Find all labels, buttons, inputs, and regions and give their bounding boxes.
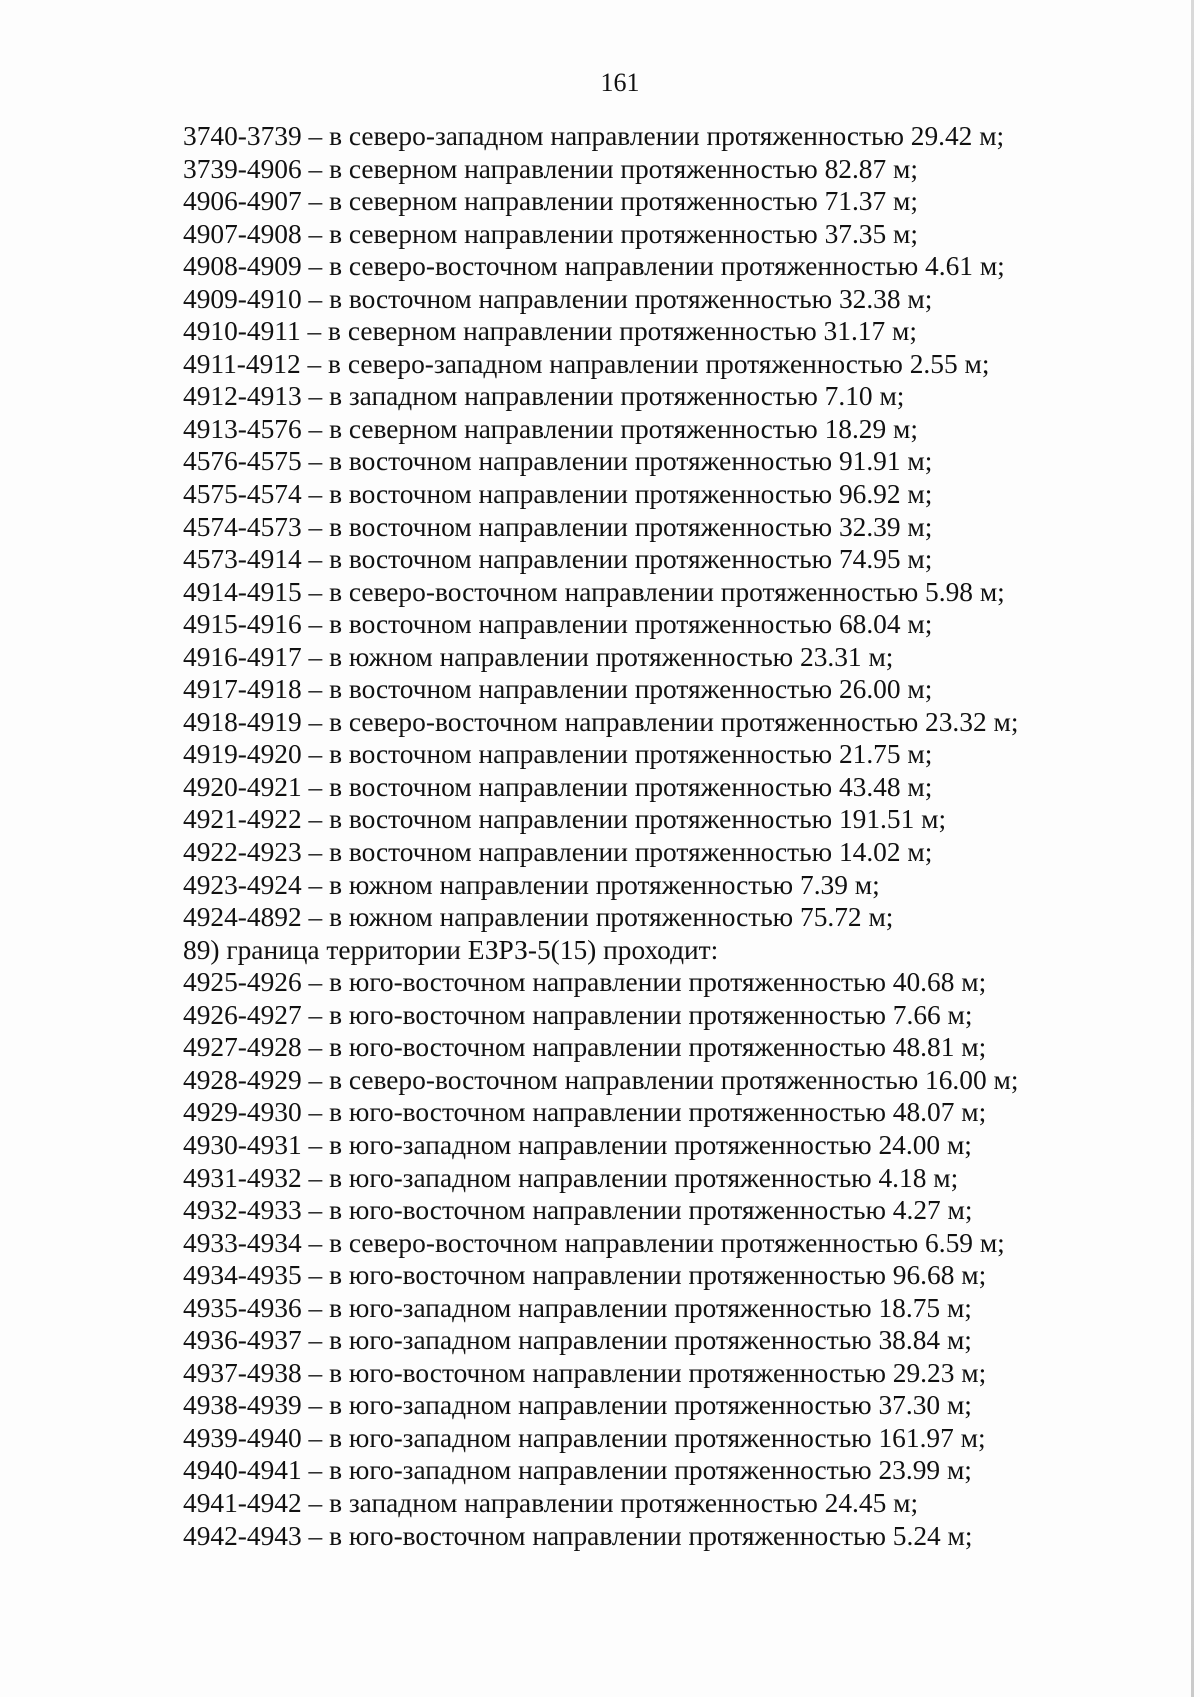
boundary-segment-line: 4932-4933 – в юго-восточном направлении протяженностью 4.27 м; xyxy=(183,1195,973,1226)
boundary-segment-line: 4922-4923 – в восточном направлении протяженностью 14.02 м; xyxy=(183,837,933,868)
boundary-segment-line: 4923-4924 – в южном направлении протяженностью 7.39 м; xyxy=(183,869,880,900)
boundary-segment-line: 4938-4939 – в юго-западном направлении протяженностью 37.30 м; xyxy=(183,1390,972,1421)
boundary-segment-line: 4907-4908 – в северном направлении протяженностью 37.35 м; xyxy=(183,218,918,249)
boundary-segment-line: 4908-4909 – в северо-восточном направлении протяженностью 4.61 м; xyxy=(183,251,1005,282)
boundary-segment-line: 4920-4921 – в восточном направлении протяженностью 43.48 м; xyxy=(183,771,933,802)
boundary-segment-line: 4573-4914 – в восточном направлении протяженностью 74.95 м; xyxy=(183,544,933,575)
boundary-segment-line: 4924-4892 – в южном направлении протяженностью 75.72 м; xyxy=(183,902,894,933)
boundary-segment-line: 4912-4913 – в западном направлении протяженностью 7.10 м; xyxy=(183,381,905,412)
boundary-segment-line: 4918-4919 – в северо-восточном направлении протяженностью 23.32 м; xyxy=(183,706,1019,737)
boundary-segment-line: 4911-4912 – в северо-западном направлении протяженностью 2.55 м; xyxy=(183,348,990,379)
boundary-segment-line: 4934-4935 – в юго-восточном направлении протяженностью 96.68 м; xyxy=(183,1260,987,1291)
boundary-segment-line: 4936-4937 – в юго-западном направлении протяженностью 38.84 м; xyxy=(183,1325,972,1356)
boundary-segment-line: 4575-4574 – в восточном направлении протяженностью 96.92 м; xyxy=(183,479,933,510)
boundary-segment-line: 4933-4934 – в северо-восточном направлении протяженностью 6.59 м; xyxy=(183,1227,1005,1258)
boundary-segment-line: 4927-4928 – в юго-восточном направлении протяженностью 48.81 м; xyxy=(183,1032,987,1063)
boundary-segment-line: 4917-4918 – в восточном направлении протяженностью 26.00 м; xyxy=(183,674,933,705)
boundary-segment-line: 4940-4941 – в юго-западном направлении протяженностью 23.99 м; xyxy=(183,1455,972,1486)
boundary-segment-line: 4935-4936 – в юго-западном направлении протяженностью 18.75 м; xyxy=(183,1292,972,1323)
boundary-segment-line: 4916-4917 – в южном направлении протяженностью 23.31 м; xyxy=(183,641,894,672)
boundary-segment-line: 4915-4916 – в восточном направлении протяженностью 68.04 м; xyxy=(183,609,933,640)
boundary-segment-line: 4913-4576 – в северном направлении протяженностью 18.29 м; xyxy=(183,413,918,444)
boundary-segment-line: 4926-4927 – в юго-восточном направлении протяженностью 7.66 м; xyxy=(183,999,973,1030)
boundary-segment-line: 4910-4911 – в северном направлении протяженностью 31.17 м; xyxy=(183,316,917,347)
boundary-segment-line: 4931-4932 – в юго-западном направлении протяженностью 4.18 м; xyxy=(183,1162,959,1193)
scan-edge-shadow xyxy=(1191,0,1194,1697)
boundary-segment-line: 4574-4573 – в восточном направлении протяженностью 32.39 м; xyxy=(183,511,933,542)
boundary-segment-line: 4921-4922 – в восточном направлении протяженностью 191.51 м; xyxy=(183,804,947,835)
boundary-segment-line: 4925-4926 – в юго-восточном направлении протяженностью 40.68 м; xyxy=(183,967,987,998)
boundary-segment-line: 4930-4931 – в юго-западном направлении протяженностью 24.00 м; xyxy=(183,1129,972,1160)
boundary-segment-line: 4929-4930 – в юго-восточном направлении протяженностью 48.07 м; xyxy=(183,1097,987,1128)
boundary-segment-line: 4576-4575 – в восточном направлении протяженностью 91.91 м; xyxy=(183,446,933,477)
boundary-segment-line: 89) граница территории ЕЗРЗ-5(15) проходит: xyxy=(183,934,719,965)
boundary-segment-line: 4942-4943 – в юго-восточном направлении протяженностью 5.24 м; xyxy=(183,1520,973,1551)
boundary-segment-line: 3739-4906 – в северном направлении протяженностью 82.87 м; xyxy=(183,153,918,184)
boundary-segment-line: 3740-3739 – в северо-западном направлении протяженностью 29.42 м; xyxy=(183,121,1005,151)
boundary-segment-list xyxy=(183,120,1018,1552)
boundary-segment-line: 4914-4915 – в северо-восточном направлении протяженностью 5.98 м; xyxy=(183,576,1005,607)
boundary-segment-line: 4909-4910 – в восточном направлении протяженностью 32.38 м; xyxy=(183,283,933,314)
boundary-segment-line: 4937-4938 – в юго-восточном направлении протяженностью 29.23 м; xyxy=(183,1357,987,1388)
page-number: 161 xyxy=(600,68,640,97)
boundary-segment-line: 4906-4907 – в северном направлении протяженностью 71.37 м; xyxy=(183,186,918,217)
boundary-segment-line: 4939-4940 – в юго-западном направлении протяженностью 161.97 м; xyxy=(183,1422,986,1453)
boundary-segment-line: 4941-4942 – в западном направлении протяженностью 24.45 м; xyxy=(183,1487,919,1518)
boundary-segment-line: 4928-4929 – в северо-восточном направлении протяженностью 16.00 м; xyxy=(183,1064,1019,1095)
boundary-segment-line: 4919-4920 – в восточном направлении протяженностью 21.75 м; xyxy=(183,739,933,770)
